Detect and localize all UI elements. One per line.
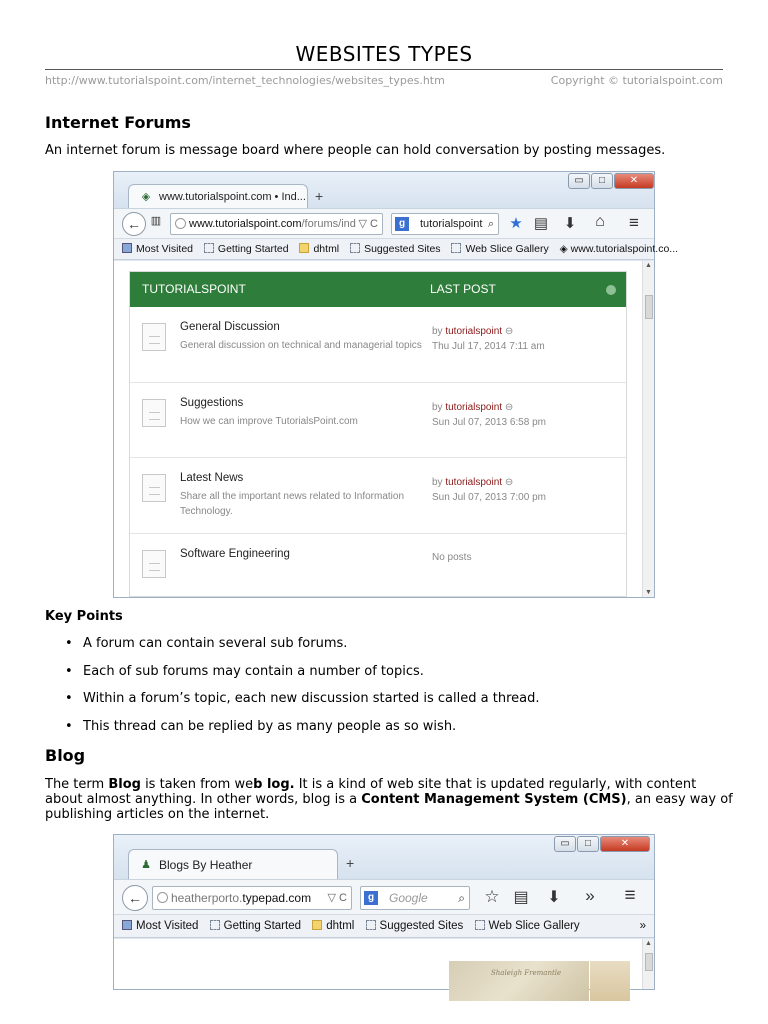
forum-row [130,383,626,459]
menu-icon[interactable]: ≡ [624,885,636,906]
maximize-icon[interactable]: □ [577,836,599,852]
header-forum-name[interactable]: TUTORIALSPOINT [142,282,246,296]
search-icon[interactable]: ⌕ [458,891,465,905]
google-icon: g [364,891,378,905]
view-latest-icon[interactable]: ⊖ [504,401,514,413]
navigation-toolbar [114,208,654,238]
page-icon [475,920,485,930]
search-placeholder: Google [389,891,428,905]
list-item: • Each of sub forums may contain a number of topics. [65,664,715,692]
search-input[interactable] [391,213,499,235]
forums-intro: An internet forum is message board where people can hold conversation by posting messages. [45,143,666,158]
url-host-prefix: heatherporto. [171,891,243,905]
dropdown-icon[interactable]: ▽ [327,892,336,904]
forum-title[interactable]: Latest News [180,472,244,484]
title-divider [45,69,723,70]
bookmark-most-visited[interactable]: Most Visited [122,239,193,260]
forum-title[interactable]: General Discussion [180,321,280,333]
bookmark-star-icon[interactable]: ☆ [484,887,500,906]
tutorialspoint-favicon-icon: ◈ [141,191,151,203]
forum-title[interactable]: Software Engineering [180,547,290,560]
url-path: /forums/ind [301,218,356,230]
key-points-list [65,636,715,746]
blog-side-image [590,961,630,1001]
forum-description: Share all the important news related to Information Technology. [180,491,405,517]
bookmark-getting-started[interactable]: Getting Started [204,239,289,260]
page-icon [204,243,214,253]
forum-description: How we can improve TutorialsPoint.com [180,415,358,427]
post-date: Sun Jul 07, 2013 6:58 pm [432,416,546,428]
blog-paragraph: The term Blog is taken from web log. It is a kind of web site that is updated regularly, with content about almost anything. In other words, blog is a Content Management System (CMS), an easy way of publishing articles on the internet. [45,777,733,822]
forum-document-icon [142,323,166,351]
vertical-scrollbar[interactable] [642,261,654,597]
forums-heading: Internet Forums [45,113,191,132]
forum-table-header [130,272,626,307]
post-date: No posts [432,551,472,563]
bookmark-getting-started[interactable]: Getting Started [210,915,301,938]
post-date: Sun Jul 07, 2013 7:00 pm [432,492,546,503]
reload-icon[interactable]: C [370,218,378,230]
download-icon[interactable]: ⬇ [547,889,561,906]
dropdown-icon[interactable]: ▽ [358,218,367,230]
reading-list-icon[interactable]: ▤ [533,215,549,232]
header-last-post: LAST POST [430,282,496,296]
forum-row [130,307,626,383]
blog-browser-screenshot [113,834,655,990]
forum-page-content [114,261,654,597]
post-author[interactable]: tutorialspoint [445,401,503,413]
search-input[interactable] [360,886,470,910]
scrollbar-thumb[interactable] [645,295,653,319]
tutorialspoint-favicon-icon: ◈ [559,243,571,255]
folder-icon [299,243,309,253]
bookmarks-toolbar [114,914,654,938]
copyright-notice: Copyright © tutorialspoint.com [550,74,723,87]
new-tab-icon[interactable]: + [315,188,324,204]
last-post-info: by tutorialspoint ⊖ Sun Jul 07, 2013 7:00 pm [432,477,546,503]
globe-icon [157,892,168,903]
google-icon: g [395,217,409,231]
forum-title[interactable]: Suggestions [180,396,244,409]
source-url[interactable]: http://www.tutorialspoint.com/internet_technologies/websites_types.htm [45,74,445,87]
address-bar[interactable] [152,886,352,910]
tab-title: www.tutorialspoint.com • Ind... [159,191,306,203]
page-title: WEBSITES TYPES [295,42,473,66]
last-post-info: by tutorialspoint ⊖ Thu Jul 17, 2014 7:11 am [432,326,545,352]
vertical-scrollbar[interactable] [642,939,654,989]
view-latest-icon[interactable]: ⊖ [504,326,514,337]
url-host: typepad.com [242,891,312,905]
close-icon[interactable]: ✕ [600,836,650,852]
reading-list-icon[interactable]: ▤ [513,889,529,906]
bookmark-most-visited[interactable]: Most Visited [122,915,198,938]
navigation-toolbar [114,879,654,914]
home-icon[interactable]: ⌂ [595,213,605,230]
page-icon [451,243,461,253]
forum-browser-screenshot [113,171,679,598]
browser-tab[interactable] [128,184,308,209]
blog-favicon-icon: ♟ [141,859,151,871]
back-arrow-icon[interactable]: ← [122,212,146,236]
tab-title: Blogs By Heather [159,858,253,872]
bookmark-web-slice-gallery[interactable]: Web Slice Gallery [451,239,548,260]
list-item: • This thread can be replied by as many people as so wish. [65,719,715,747]
last-post-info: by tutorialspoint ⊖ Sun Jul 07, 2013 6:58 pm [432,401,546,428]
url-host: www.tutorialspoint.com [189,218,302,230]
back-arrow-icon[interactable]: ← [122,885,148,911]
folder-icon [312,920,322,930]
page-icon [210,920,220,930]
page-info-icon[interactable]: ▥ [150,215,162,227]
collapse-toggle-icon[interactable] [606,285,616,295]
bookmark-suggested-sites[interactable]: Suggested Sites [366,915,464,938]
bookmark-dhtml[interactable]: dhtml [299,239,339,260]
view-latest-icon[interactable]: ⊖ [504,477,514,488]
blog-heading: Blog [45,746,86,765]
key-points-heading: Key Points [45,609,123,624]
forum-description: General discussion on technical and managerial topics [180,340,422,351]
post-author[interactable]: tutorialspoint [445,326,503,337]
blog-banner-image: Shaleigh Fremantle [449,961,589,1001]
scroll-down-icon[interactable]: ▼ [645,589,652,596]
menu-icon[interactable]: ≡ [629,213,639,232]
search-icon[interactable]: ⌕ [487,218,494,230]
most-visited-icon [122,920,132,930]
forum-document-icon [142,474,166,502]
page-icon [366,920,376,930]
browser-tab[interactable] [128,849,338,880]
minimize-icon[interactable]: ▭ [554,836,576,852]
new-tab-icon[interactable]: + [346,855,355,871]
blog-page-content [114,939,654,989]
scroll-up-icon[interactable]: ▲ [645,262,652,269]
forum-row [130,458,626,534]
bookmark-star-icon[interactable]: ★ [509,215,523,232]
minimize-icon[interactable]: ▭ [568,173,590,189]
window-controls [554,836,650,852]
post-date: Thu Jul 17, 2014 7:11 am [432,341,545,352]
bookmarks-toolbar [114,238,679,260]
search-query: tutorialspoint [420,218,483,230]
forum-document-icon [142,550,166,578]
address-bar[interactable] [170,213,383,235]
forum-document-icon [142,399,166,427]
list-item: • Within a forum’s topic, each new discussion started is called a thread. [65,691,715,719]
scrollbar-thumb[interactable] [645,953,653,971]
bookmark-web-slice-gallery[interactable]: Web Slice Gallery [475,915,580,938]
globe-icon [175,218,186,229]
last-post-info [432,550,562,565]
bookmark-suggested-sites[interactable]: Suggested Sites [350,239,440,260]
scroll-up-icon[interactable]: ▲ [645,940,652,947]
page-icon [350,243,360,253]
list-item: • A forum can contain several sub forums. [65,636,715,664]
bookmarks-overflow-icon[interactable]: » [639,920,646,932]
bookmark-tutorialspoint[interactable]: ◈ www.tutorialspoint.co... [559,243,679,255]
more-tools-icon[interactable]: » [585,886,595,905]
window-controls [568,173,654,189]
most-visited-icon [122,243,132,253]
reload-icon[interactable]: C [339,892,347,904]
bookmark-dhtml[interactable]: dhtml [312,915,354,938]
maximize-icon[interactable]: □ [591,173,613,189]
close-icon[interactable]: ✕ [614,173,654,189]
download-icon[interactable]: ⬇ [563,215,577,232]
post-author[interactable]: tutorialspoint [445,477,503,488]
forum-table [129,271,627,597]
forum-row [130,534,626,610]
